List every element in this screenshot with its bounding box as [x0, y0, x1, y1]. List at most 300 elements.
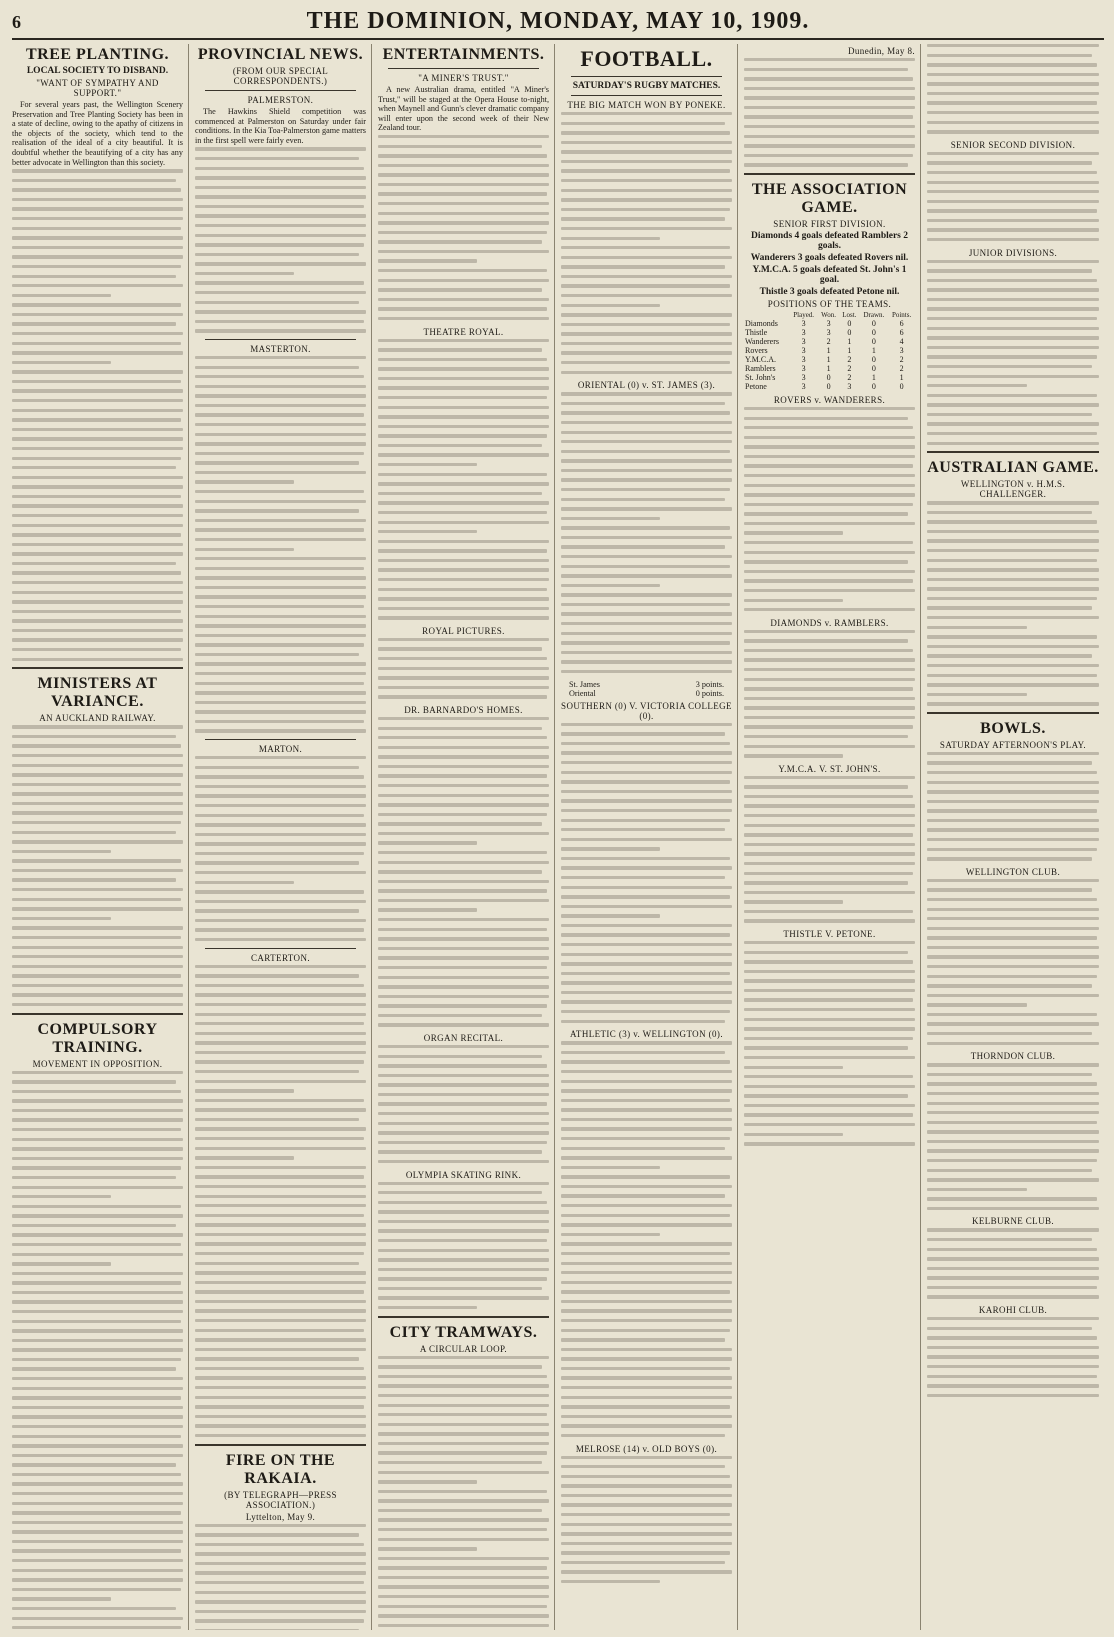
- text-line: [12, 322, 176, 325]
- text-line: [927, 44, 1099, 47]
- text-line: [561, 1386, 732, 1389]
- text-line: [561, 1348, 732, 1351]
- text-line: [195, 662, 366, 665]
- text-line: [561, 478, 732, 481]
- text-line: [744, 687, 913, 690]
- text-line: [12, 543, 183, 546]
- table-cell: 3: [801, 354, 806, 364]
- article-text-block: [195, 1524, 366, 1630]
- text-line: [195, 404, 366, 407]
- assoc-result: Thistle 3 goals defeated Petone nil.: [759, 286, 900, 297]
- text-line: [561, 660, 732, 663]
- text-line: [195, 1089, 294, 1092]
- text-line: [927, 927, 1099, 930]
- text-line: [378, 578, 549, 581]
- text-line: [12, 638, 183, 641]
- text-line: [195, 634, 366, 637]
- text-line: [927, 606, 1092, 609]
- text-line: [195, 272, 294, 275]
- text-line: [927, 1092, 1099, 1095]
- table-header-cell: Lost.: [842, 310, 857, 319]
- text-line: [195, 1357, 359, 1360]
- text-line: [12, 648, 181, 651]
- text-line: [12, 428, 183, 431]
- text-line: [378, 947, 549, 950]
- text-line: [378, 647, 542, 650]
- text-line: [744, 144, 915, 147]
- wellington-club-heading: WELLINGTON CLUB.: [965, 866, 1061, 877]
- ministers-heading: MINISTERS AT VARIANCE.: [37, 675, 158, 711]
- challenger-subheading: WELLINGTON v. H.M.S. CHALLENGER.: [960, 479, 1066, 500]
- text-line: [378, 1509, 542, 1512]
- text-line: [378, 298, 549, 301]
- text-line: [744, 678, 915, 681]
- text-line: [12, 1597, 111, 1600]
- text-line: [195, 1137, 364, 1140]
- text-line: [12, 1147, 183, 1150]
- text-line: [195, 1252, 364, 1255]
- text-line: [927, 790, 1099, 793]
- text-line: [195, 900, 366, 903]
- text-line: [195, 766, 359, 769]
- text-line: [12, 1224, 176, 1227]
- text-line: [561, 1396, 732, 1399]
- text-line: [12, 1166, 181, 1169]
- text-line: [927, 1346, 1099, 1349]
- article-text-block: [927, 152, 1099, 242]
- text-line: [12, 946, 183, 949]
- text-line: [195, 480, 294, 483]
- text-line: [12, 821, 181, 824]
- article-text-block: [744, 407, 915, 612]
- table-row: [744, 364, 915, 373]
- text-line: [195, 147, 366, 150]
- text-line: [12, 1262, 111, 1265]
- text-line: [378, 425, 549, 428]
- text-line: [378, 822, 542, 825]
- text-line: [378, 841, 477, 844]
- text-line: [561, 742, 730, 745]
- association-heading: THE ASSOCIATION GAME.: [751, 180, 908, 216]
- text-line: [927, 346, 1099, 349]
- text-line: [12, 1415, 183, 1418]
- text-line: [12, 524, 183, 527]
- table-cell: 1: [826, 345, 831, 355]
- text-line: [195, 1233, 366, 1236]
- newspaper-title: THE DOMINION, MONDAY, MAY 10, 1909.: [306, 8, 810, 34]
- text-line: [378, 568, 549, 571]
- table-cell: Diamonds: [745, 318, 778, 328]
- text-line: [744, 1104, 915, 1107]
- text-line: [12, 888, 183, 891]
- text-line: [195, 1367, 364, 1370]
- text-line: [378, 1093, 549, 1096]
- text-line: [378, 183, 549, 186]
- text-line: [927, 1022, 1099, 1025]
- text-line: [378, 1074, 549, 1077]
- text-line: [561, 886, 732, 889]
- text-line: [744, 455, 915, 458]
- text-line: [561, 141, 732, 144]
- text-line: [12, 1090, 181, 1093]
- text-line: [12, 255, 183, 258]
- text-line: [12, 409, 183, 412]
- text-line: [378, 530, 477, 533]
- text-line: [12, 370, 183, 373]
- text-line: [378, 1249, 549, 1252]
- football-heading: FOOTBALL.: [580, 46, 713, 71]
- tree-planting-quote: "WANT OF SYMPATHY AND SUPPORT.": [36, 78, 159, 98]
- text-line: [561, 1475, 730, 1478]
- article-text-block: [561, 723, 732, 1023]
- royal-pictures-heading: ROYAL PICTURES.: [422, 625, 505, 636]
- text-line: [12, 437, 183, 440]
- table-cell: 0: [871, 363, 876, 373]
- text-line: [744, 87, 915, 90]
- table-cell: 3: [801, 345, 806, 355]
- masthead: [12, 8, 1104, 40]
- article-text-block: [378, 717, 549, 1027]
- text-line: [12, 1559, 183, 1562]
- text-line: [12, 389, 183, 392]
- text-line: [561, 1561, 725, 1564]
- text-line: [561, 1338, 725, 1341]
- table-header-cell: Won.: [821, 310, 836, 319]
- text-line: [744, 891, 915, 894]
- text-line: [927, 384, 1027, 387]
- text-line: [12, 898, 181, 901]
- text-line: [744, 658, 915, 661]
- text-line: [378, 755, 549, 758]
- text-line: [195, 301, 359, 304]
- diamonds-ramblers-heading: DIAMONDS v. RAMBLERS.: [770, 617, 889, 628]
- text-line: [12, 504, 183, 507]
- text-line: [561, 440, 732, 443]
- text-line: [744, 833, 913, 836]
- table-cell: 2: [847, 354, 852, 364]
- text-line: [378, 1122, 549, 1125]
- text-line: [12, 1157, 183, 1160]
- text-line: [195, 1108, 366, 1111]
- rugby-matches-subheading: SATURDAY'S RUGBY MATCHES.: [572, 81, 721, 91]
- text-line: [12, 831, 176, 834]
- text-line: [12, 332, 183, 335]
- text-line: [927, 800, 1099, 803]
- text-line: [378, 861, 549, 864]
- text-line: [927, 645, 1099, 648]
- text-line: [12, 1435, 181, 1438]
- text-line: [378, 135, 549, 138]
- article-text-block: [927, 879, 1099, 1045]
- text-line: [378, 1480, 477, 1483]
- text-line: [927, 539, 1099, 542]
- text-line: [378, 1131, 549, 1134]
- text-line: [927, 73, 1099, 76]
- text-line: [378, 765, 549, 768]
- table-row: [744, 346, 915, 355]
- text-line: [378, 1258, 549, 1261]
- text-line: [12, 1588, 181, 1591]
- text-line: [378, 1375, 547, 1378]
- text-line: [378, 406, 549, 409]
- text-line: [744, 1113, 913, 1116]
- text-line: [378, 173, 549, 176]
- text-line: [744, 804, 915, 807]
- text-line: [195, 1070, 359, 1073]
- text-line: [561, 1060, 730, 1063]
- ministers-subheading: AN AUCKLAND RAILWAY.: [39, 713, 156, 724]
- text-line: [927, 219, 1099, 222]
- text-line: [378, 396, 547, 399]
- text-line: [561, 1503, 732, 1506]
- text-line: [561, 488, 730, 491]
- text-line: [378, 966, 547, 969]
- text-line: [195, 567, 364, 570]
- text-line: [12, 955, 183, 958]
- text-line: [561, 670, 732, 673]
- text-line: [195, 176, 366, 179]
- text-line: [561, 651, 732, 654]
- text-line: [927, 975, 1097, 978]
- assoc-result: Diamonds 4 goals defeated Ramblers 2 goals.: [750, 230, 908, 251]
- text-line: [744, 531, 843, 534]
- text-line: [744, 697, 915, 700]
- text-line: [927, 626, 1027, 629]
- text-line: [12, 1339, 183, 1342]
- text-line: [927, 1295, 1099, 1298]
- text-line: [378, 695, 547, 698]
- text-line: [12, 840, 183, 843]
- text-line: [195, 394, 366, 397]
- text-line: [12, 802, 183, 805]
- text-line: [744, 436, 915, 439]
- article-text-block: [744, 630, 915, 758]
- text-line: [195, 615, 366, 618]
- masterton-heading: MASTERTON.: [250, 343, 311, 354]
- text-line: [378, 803, 549, 806]
- text-line: [561, 1051, 725, 1054]
- text-line: [561, 828, 725, 831]
- text-line: [561, 313, 732, 316]
- text-line: [378, 212, 549, 215]
- text-line: [744, 649, 913, 652]
- text-line: [561, 622, 732, 625]
- saturday-play-subheading: SATURDAY AFTERNOON'S PLAY.: [939, 739, 1087, 750]
- text-line: [12, 984, 183, 987]
- text-line: [927, 819, 1099, 822]
- text-line: [927, 413, 1092, 416]
- text-line: [561, 402, 725, 405]
- text-line: [378, 832, 549, 835]
- table-cell: Petone: [745, 381, 767, 391]
- text-line: [561, 1147, 725, 1150]
- text-line: [12, 1473, 181, 1476]
- table-cell: Y.M.C.A.: [745, 354, 776, 364]
- tree-planting-subheading: LOCAL SOCIETY TO DISBAND.: [26, 66, 169, 76]
- text-line: [195, 624, 366, 627]
- text-line: [195, 1543, 364, 1546]
- text-line: [195, 1329, 364, 1332]
- text-line: [927, 355, 1097, 358]
- text-line: [561, 507, 732, 510]
- text-line: [12, 1530, 183, 1533]
- text-line: [744, 716, 915, 719]
- text-line: [378, 540, 549, 543]
- text-line: [378, 908, 477, 911]
- text-line: [561, 208, 730, 211]
- text-line: [927, 1257, 1099, 1260]
- text-line: [195, 195, 366, 198]
- text-line: [378, 1528, 547, 1531]
- text-line: [561, 1223, 732, 1226]
- text-line: [744, 1037, 913, 1040]
- text-line: [378, 1413, 547, 1416]
- text-line: [744, 493, 915, 496]
- text-line: [195, 1581, 364, 1584]
- text-line: [744, 125, 915, 128]
- text-line: [744, 154, 913, 157]
- text-line: [561, 593, 732, 596]
- carterton-heading: CARTERTON.: [250, 952, 310, 963]
- text-line: [927, 781, 1099, 784]
- text-line: [12, 1329, 183, 1332]
- text-line: [378, 870, 542, 873]
- text-line: [927, 1111, 1099, 1114]
- text-line: [195, 329, 366, 332]
- text-line: [561, 1020, 725, 1023]
- text-line: [927, 442, 1099, 445]
- text-line: [927, 375, 1099, 378]
- text-line: [378, 1023, 549, 1026]
- text-line: [561, 371, 732, 374]
- table-row: [744, 319, 915, 328]
- text-line: [378, 1287, 542, 1290]
- text-line: [378, 937, 549, 940]
- oriental-st-james-heading: ORIENTAL (0) v. ST. JAMES (3).: [577, 380, 716, 391]
- text-line: [12, 418, 181, 421]
- text-line: [927, 1197, 1097, 1200]
- text-line: [378, 813, 547, 816]
- article-text-block: [927, 752, 1099, 861]
- text-line: [744, 77, 913, 80]
- text-line: [195, 729, 366, 732]
- text-line: [378, 279, 549, 282]
- tree-planting-heading: TREE PLANTING.: [25, 46, 170, 63]
- text-line: [378, 1306, 477, 1309]
- text-line: [561, 847, 660, 850]
- text-line: [195, 1127, 366, 1130]
- table-row: [744, 337, 915, 346]
- text-line: [744, 1123, 915, 1126]
- table-cell: Wanderers: [745, 336, 780, 346]
- compulsory-training-heading: COMPULSORY TRAINING.: [37, 1020, 158, 1056]
- text-line: [378, 889, 547, 892]
- text-line: [927, 92, 1099, 95]
- text-line: [561, 411, 730, 414]
- text-line: [378, 1595, 549, 1598]
- text-line: [378, 1268, 549, 1271]
- text-line: [561, 1570, 732, 1573]
- text-line: [12, 1521, 183, 1524]
- text-line: [12, 610, 181, 613]
- text-line: [744, 106, 915, 109]
- text-line: [744, 474, 915, 477]
- text-line: [195, 157, 359, 160]
- text-line: [927, 994, 1099, 997]
- text-line: [195, 1032, 366, 1035]
- text-line: [927, 200, 1099, 203]
- positions-table: [744, 311, 915, 391]
- text-line: [195, 356, 366, 359]
- text-line: [12, 629, 183, 632]
- text-line: [927, 365, 1092, 368]
- text-line: [927, 269, 1092, 272]
- text-line: [561, 450, 730, 453]
- text-line: [195, 919, 366, 922]
- text-line: [927, 209, 1097, 212]
- text-line: [195, 281, 364, 284]
- table-cell: 3: [801, 318, 806, 328]
- text-line: [195, 1271, 366, 1274]
- text-line: [561, 1300, 732, 1303]
- text-line: [561, 1099, 730, 1102]
- text-line: [378, 607, 549, 610]
- text-line: [378, 1191, 542, 1194]
- text-line: [744, 941, 915, 944]
- text-line: [561, 771, 732, 774]
- article-text-block: [927, 1063, 1099, 1210]
- text-line: [195, 1386, 366, 1389]
- text-line: [744, 998, 913, 1001]
- text-line: [561, 1309, 732, 1312]
- text-line: [12, 476, 183, 479]
- text-line: [744, 484, 915, 487]
- text-line: [12, 869, 183, 872]
- text-line: [927, 1140, 1099, 1143]
- table-header-cell: Points.: [891, 310, 912, 319]
- fire-byline: (BY TELEGRAPH—PRESS ASSOCIATION.): [224, 1489, 337, 1510]
- text-line: [561, 246, 730, 249]
- text-line: [195, 1396, 366, 1399]
- text-line: [195, 1434, 366, 1437]
- text-line: [378, 482, 549, 485]
- text-line: [12, 571, 181, 574]
- article-text-block: [744, 776, 915, 923]
- text-line: [12, 1377, 183, 1380]
- text-line: [744, 1085, 915, 1088]
- text-line: [378, 377, 549, 380]
- text-line: [195, 224, 366, 227]
- text-line: [195, 852, 364, 855]
- text-line: [744, 989, 915, 992]
- text-line: [561, 1185, 732, 1188]
- text-line: [378, 386, 549, 389]
- text-line: [378, 638, 549, 641]
- text-line: [378, 453, 549, 456]
- table-cell: 3: [826, 327, 831, 337]
- text-line: [744, 115, 913, 118]
- text-line: [378, 1150, 542, 1153]
- text-line: [12, 1396, 181, 1399]
- miners-trust-heading: "A MINER'S TRUST.": [418, 73, 509, 83]
- text-line: [927, 279, 1097, 282]
- text-line: [561, 498, 725, 501]
- text-line: [195, 385, 366, 388]
- text-line: [378, 676, 549, 679]
- text-line: [561, 1376, 732, 1379]
- text-line: [12, 1080, 176, 1083]
- text-line: [927, 761, 1092, 764]
